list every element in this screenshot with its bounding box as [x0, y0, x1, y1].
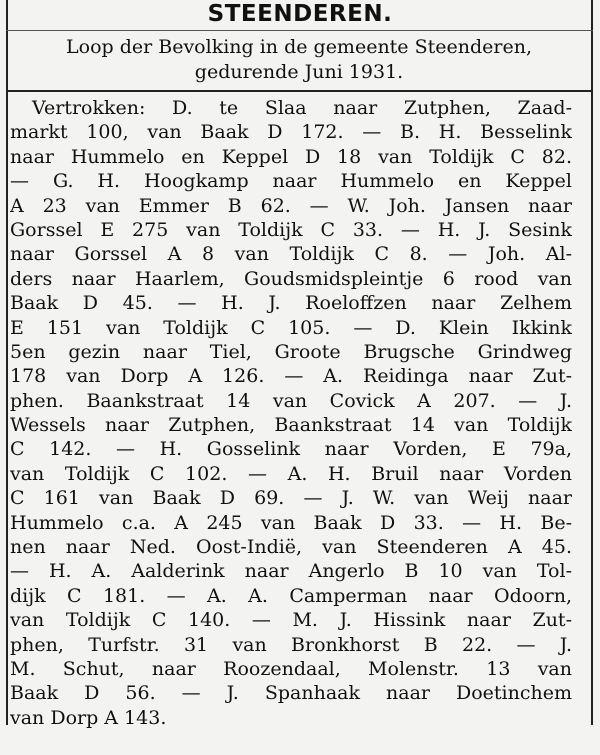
body-line: phen. Baankstraat 14 van Covick A 207. — J.: [10, 389, 572, 412]
subheading-line: Loop der Bevolking in de gemeente Steenderen,: [66, 36, 532, 58]
subheading-divider: [6, 90, 593, 92]
headline-divider: [6, 30, 593, 31]
body-line: van Toldijk C 102. — A. H. Bruil naar Vorden: [10, 462, 572, 485]
body-line: Wessels naar Zutphen, Baankstraat 14 van Toldijk: [10, 414, 572, 437]
body-line: Baak D 45. — H. J. Roeloffzen naar Zelhem: [10, 292, 572, 315]
subheading-line: gedurende Juni 1931.: [194, 61, 404, 83]
body-line: M. Schut, naar Roozendaal, Molenstr. 13 van: [10, 657, 572, 680]
body-line: naar Gorssel A 8 van Toldijk C 8. — Joh. Al-: [10, 243, 572, 266]
article-headline: STEENDEREN.: [207, 1, 393, 27]
body-line: markt 100, van Baak D 172. — B. H. Besselink: [10, 121, 572, 144]
body-line: van Dorp A 143.: [10, 706, 167, 729]
body-line: dijk C 181. — A. A. Camperman naar Odoorn,: [10, 584, 572, 607]
body-line: 5en gezin naar Tiel, Groote Brugsche Grindweg: [10, 340, 572, 363]
body-line: naar Hummelo en Keppel D 18 van Toldijk C 82.: [10, 145, 572, 168]
body-line: Vertrokken: D. te Slaa naar Zutphen, Zaad-: [32, 97, 572, 119]
article-subheading: [10, 35, 588, 85]
body-line: Gorssel E 275 van Toldijk C 33. — H. J. Sesink: [10, 218, 572, 241]
body-line: — H. A. Aalderink naar Angerlo B 10 van Tol-: [10, 560, 572, 583]
column-rule-right: [591, 0, 593, 725]
body-line: A 23 van Emmer B 62. — W. Joh. Jansen naar: [10, 194, 572, 217]
body-line: — G. H. Hoogkamp naar Hummelo en Keppel: [10, 170, 572, 193]
body-line: van Toldijk C 140. — M. J. Hissink naar Zut-: [10, 609, 572, 632]
article-body: [10, 96, 572, 730]
column-rule-left: [6, 0, 8, 725]
body-line: C 142. — H. Gosselink naar Vorden, E 79a,: [10, 438, 572, 461]
body-line: E 151 van Toldijk C 105. — D. Klein Ikkink: [10, 316, 572, 339]
body-line: Hummelo c.a. A 245 van Baak D 33. — H. Be-: [10, 511, 572, 534]
body-line: Baak D 56. — J. Spanhaak naar Doetinchem: [10, 682, 572, 705]
body-line: phen, Turfstr. 31 van Bronkhorst B 22. — J.: [10, 633, 572, 656]
body-line: nen naar Ned. Oost-Indië, van Steenderen A 45.: [10, 536, 572, 559]
body-line: 178 van Dorp A 126. — A. Reidinga naar Zut-: [10, 365, 572, 388]
body-line: C 161 van Baak D 69. — J. W. van Weij naar: [10, 487, 572, 510]
body-line: ders naar Haarlem, Goudsmidspleintje 6 rood van: [10, 267, 572, 290]
